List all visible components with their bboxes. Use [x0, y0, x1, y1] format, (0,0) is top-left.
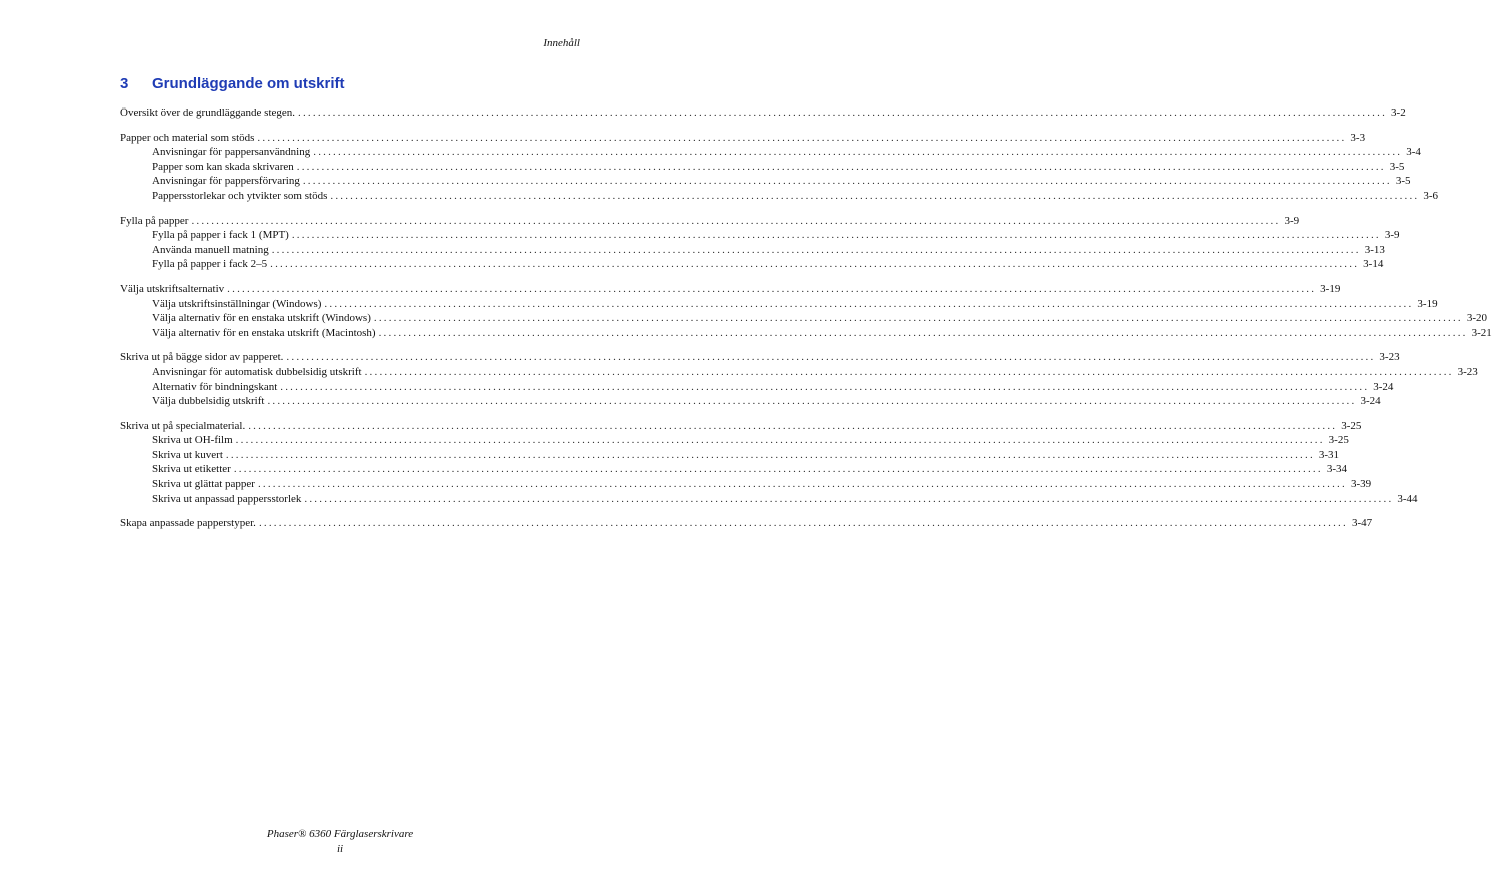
- toc-page-number: 3-5: [1395, 175, 1411, 188]
- toc-page-number: 3-19: [1417, 297, 1438, 310]
- toc-entry-title: Skriva ut OH-film: [152, 434, 233, 447]
- toc-page-number: 3-5: [1389, 160, 1405, 173]
- toc-page-number: 3-25: [1328, 434, 1349, 447]
- dot-leader: ............................................................................................................................................................................................................................: [373, 312, 1463, 325]
- toc-page-number: 3-20: [1466, 312, 1488, 325]
- dot-leader: ............................................................................................................................................................................................................................: [227, 282, 1317, 295]
- dot-leader: ............................................................................................................................................................................................................................: [233, 463, 1323, 476]
- toc-subentry[interactable]: [120, 477, 1372, 492]
- toc-entry[interactable]: [120, 282, 1341, 297]
- toc-entry-title: Skriva ut glättat papper: [152, 478, 255, 491]
- toc-page-number: 3-23: [1379, 351, 1400, 364]
- toc-entry-title: Översikt över de grundläggande stegen.: [120, 107, 296, 119]
- toc-page-number: 3-9: [1384, 229, 1400, 242]
- dot-leader: ............................................................................................................................................................................................................................: [270, 258, 1360, 271]
- toc-entry-title: Skriva ut på bägge sidor av papperet.: [120, 351, 284, 364]
- dot-leader: ............................................................................................................................................................................................................................: [191, 214, 1281, 227]
- toc-entry[interactable]: [120, 516, 1373, 531]
- toc-subentry[interactable]: [120, 311, 1488, 326]
- toc-entry-title: Använda manuell matning: [152, 243, 269, 256]
- toc-section: [120, 214, 1400, 272]
- dot-leader: ............................................................................................................................................................................................................................: [364, 365, 1454, 378]
- toc-entry-title: Välja dubbelsidig utskrift: [152, 395, 265, 408]
- toc-page-number: 3-39: [1350, 478, 1372, 491]
- dot-leader: ............................................................................................................................................................................................................................: [235, 434, 1325, 447]
- dot-leader: ............................................................................................................................................................................................................................: [271, 243, 1361, 256]
- toc-section: [120, 282, 1492, 340]
- toc-page-number: 3-19: [1320, 282, 1341, 295]
- toc-entry-title: Anvisningar för automatisk dubbelsidig utskrift: [152, 365, 362, 378]
- toc-subentry[interactable]: [120, 380, 1394, 395]
- toc-entry[interactable]: [120, 131, 1366, 146]
- toc-subentry[interactable]: [120, 462, 1347, 477]
- toc-subentry[interactable]: [120, 433, 1349, 448]
- dot-leader: ............................................................................................................................................................................................................................: [225, 448, 1315, 461]
- toc-subentry[interactable]: [120, 297, 1438, 312]
- dot-leader: ............................................................................................................................................................................................................................: [324, 297, 1414, 310]
- toc-section: [120, 106, 1406, 121]
- toc-entry-title: Skriva ut etiketter: [152, 463, 231, 476]
- dot-leader: ............................................................................................................................................................................................................................: [267, 395, 1357, 408]
- toc-subentry[interactable]: [120, 257, 1384, 272]
- dot-leader: ............................................................................................................................................................................................................................: [258, 517, 1348, 530]
- toc-entry-title: Papper och material som stöds: [120, 131, 255, 144]
- dot-leader: ............................................................................................................................................................................................................................: [291, 229, 1381, 242]
- table-of-contents: [120, 106, 1492, 541]
- toc-page-number: 3-6: [1423, 189, 1439, 202]
- toc-subentry[interactable]: [120, 243, 1385, 258]
- chapter-number: 3: [120, 75, 129, 92]
- chapter-title: Grundläggande om utskrift: [152, 75, 345, 92]
- toc-page-number: 3-25: [1341, 419, 1362, 432]
- toc-page-number: 3-47: [1351, 517, 1373, 530]
- toc-entry-title: Fylla på papper i fack 2–5: [152, 258, 268, 271]
- toc-page-number: 3-4: [1406, 146, 1421, 159]
- toc-entry-title: Välja alternativ för en enstaka utskrift (Windows): [152, 312, 371, 325]
- dot-leader: ............................................................................................................................................................................................................................: [257, 131, 1347, 144]
- toc-entry[interactable]: [120, 106, 1406, 121]
- toc-section: [120, 419, 1418, 507]
- toc-subentry[interactable]: [120, 448, 1340, 463]
- toc-entry-title: Välja utskriftsalternativ: [120, 282, 225, 295]
- chapter-heading: [120, 75, 590, 92]
- toc-section: [120, 350, 1478, 408]
- toc-subentry[interactable]: [120, 189, 1439, 204]
- toc-page-number: 3-24: [1373, 380, 1394, 393]
- toc-entry[interactable]: [120, 350, 1400, 365]
- dot-leader: ............................................................................................................................................................................................................................: [280, 380, 1370, 393]
- toc-page-number: 3-34: [1326, 463, 1347, 476]
- toc-entry-title: Fylla på papper i fack 1 (MPT): [152, 229, 289, 242]
- dot-leader: ............................................................................................................................................................................................................................: [304, 492, 1394, 505]
- toc-entry-title: Skriva ut kuvert: [152, 448, 223, 461]
- toc-subentry[interactable]: [120, 326, 1492, 341]
- toc-page-number: 3-14: [1363, 258, 1384, 271]
- toc-entry-title: Välja alternativ för en enstaka utskrift (Macintosh): [152, 326, 376, 339]
- toc-subentry[interactable]: [120, 228, 1400, 243]
- dot-leader: ............................................................................................................................................................................................................................: [330, 189, 1420, 202]
- toc-page-number: 3-23: [1457, 365, 1478, 378]
- running-header: Innehåll: [543, 37, 580, 49]
- dot-leader: ............................................................................................................................................................................................................................: [298, 107, 1388, 119]
- toc-section: [120, 131, 1439, 204]
- footer-page-number: ii: [336, 843, 344, 855]
- toc-entry-title: Anvisningar för pappersförvaring: [152, 175, 300, 188]
- toc-entry-title: Skriva ut på specialmaterial.: [120, 419, 246, 432]
- toc-entry-title: Pappersstorlekar och ytvikter som stöds: [152, 189, 328, 202]
- page-footer: [0, 827, 680, 857]
- toc-subentry[interactable]: [120, 174, 1411, 189]
- toc-entry-title: Alternativ för bindningskant: [152, 380, 278, 393]
- dot-leader: ............................................................................................................................................................................................................................: [257, 478, 1347, 491]
- toc-page-number: 3-3: [1350, 131, 1366, 144]
- toc-page-number: 3-31: [1318, 448, 1340, 461]
- toc-section: [120, 516, 1373, 531]
- toc-entry-title: Skapa anpassade papperstyper.: [120, 517, 256, 530]
- toc-entry-title: Välja utskriftsinställningar (Windows): [152, 297, 322, 310]
- footer-product: Phaser® 6360 Färglaserskrivare: [266, 828, 414, 840]
- toc-entry-title: Skriva ut anpassad pappersstorlek: [152, 492, 302, 505]
- dot-leader: ............................................................................................................................................................................................................................: [296, 160, 1386, 173]
- dot-leader: ............................................................................................................................................................................................................................: [302, 175, 1392, 188]
- dot-leader: ............................................................................................................................................................................................................................: [313, 146, 1403, 159]
- toc-subentry[interactable]: [120, 160, 1405, 175]
- toc-subentry[interactable]: [120, 365, 1478, 380]
- toc-subentry[interactable]: [120, 492, 1418, 507]
- dot-leader: ............................................................................................................................................................................................................................: [286, 351, 1376, 364]
- toc-page-number: 3-9: [1284, 214, 1300, 227]
- toc-entry[interactable]: [120, 214, 1300, 229]
- toc-entry-title: Papper som kan skada skrivaren: [152, 160, 294, 173]
- dot-leader: ............................................................................................................................................................................................................................: [248, 419, 1338, 432]
- toc-entry-title: Anvisningar för pappersanvändning: [152, 146, 311, 159]
- dot-leader: ............................................................................................................................................................................................................................: [378, 326, 1468, 339]
- toc-subentry[interactable]: [120, 394, 1381, 409]
- toc-page-number: 3-13: [1364, 243, 1385, 256]
- toc-page-number: 3-24: [1360, 395, 1381, 408]
- toc-page-number: 3-44: [1397, 492, 1418, 505]
- toc-page-number: 3-2: [1391, 107, 1406, 119]
- toc-page-number: 3-21: [1471, 326, 1492, 339]
- toc-entry-title: Fylla på papper: [120, 214, 189, 227]
- toc-subentry[interactable]: [120, 145, 1421, 160]
- toc-entry[interactable]: [120, 419, 1362, 434]
